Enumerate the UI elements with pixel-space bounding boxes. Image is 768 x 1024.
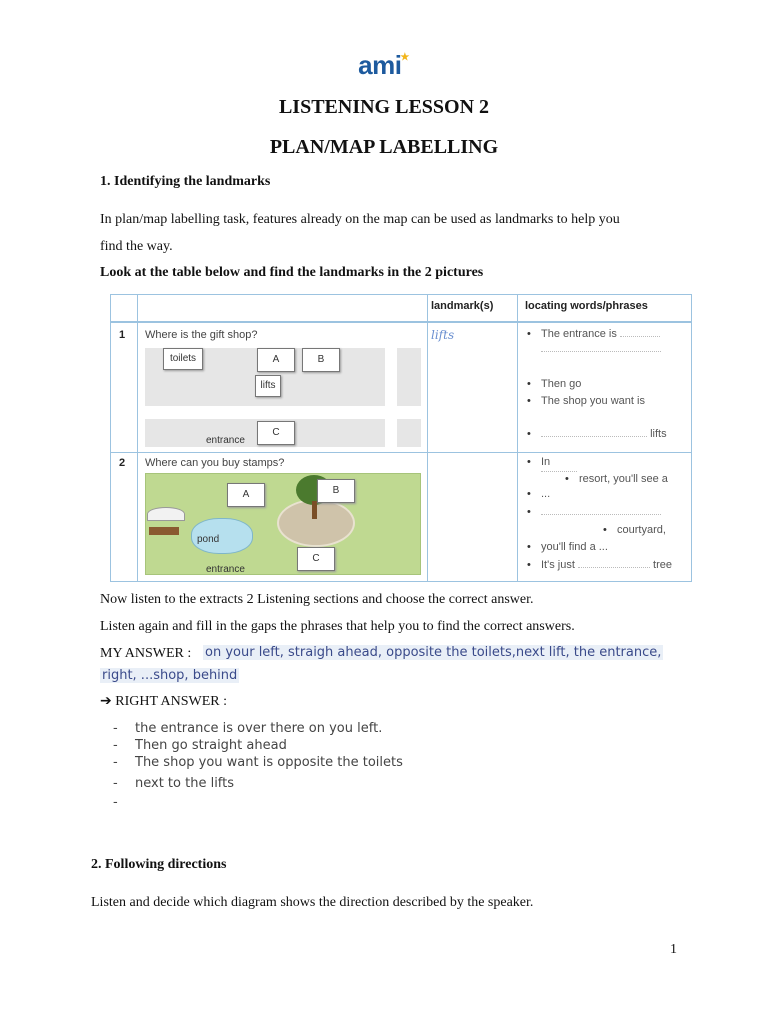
right-answer-row: [100, 688, 227, 715]
section1-instruction: Look at the table below and find the landmarks in the 2 pictures: [100, 265, 484, 280]
phrase-text: courtyard,: [617, 524, 666, 536]
instruction-line1: Now listen to the extracts 2 Listening sections and choose the correct answer.: [100, 592, 534, 607]
row2-number: 2: [119, 457, 126, 469]
phrase-text: It's just: [541, 559, 575, 571]
star-icon: ★: [400, 52, 409, 63]
right-answer-item: -: [113, 738, 118, 753]
row2-phrase-4: [617, 524, 666, 536]
phrase-text: resort, you'll see a: [579, 473, 668, 485]
map2-tree-trunk: [312, 501, 317, 519]
map1-block: [397, 348, 421, 406]
map1-block: [397, 419, 421, 447]
section1-para-line2: find the way.: [100, 239, 173, 254]
page-number: 1: [670, 942, 677, 957]
row1-blank: [541, 351, 661, 352]
phrase-text: tree: [653, 559, 672, 571]
landmark-table: [110, 294, 692, 582]
right-answer-4: next to the lifts: [135, 776, 235, 791]
row1-landmark: lifts: [431, 328, 455, 342]
right-answer-item: -: [113, 795, 118, 810]
phrase-text: ...: [541, 488, 551, 500]
section2-heading: 2. Following directions: [91, 857, 227, 872]
row1-phrase-2: [541, 378, 581, 390]
my-answer-label: MY ANSWER :: [100, 646, 192, 661]
header-landmarks: landmark(s): [431, 300, 494, 312]
row2-phrase-6: [541, 559, 672, 571]
right-answer-item: -: [113, 776, 118, 791]
col-divider: [427, 295, 428, 581]
col-divider: [517, 295, 518, 581]
row2-phrase-1: [541, 456, 550, 468]
row1-question: Where is the gift shop?: [145, 329, 258, 341]
right-answer-3: The shop you want is opposite the toilets: [135, 755, 403, 770]
picnic-table-icon: [149, 527, 179, 535]
page-subtitle: PLAN/MAP LABELLING: [269, 136, 499, 158]
map1-lifts-label: lifts: [255, 375, 281, 397]
map1-box-c: C: [257, 421, 295, 445]
my-answer-line2: right, ...shop, behind: [102, 668, 238, 683]
right-answer-item: -: [113, 755, 118, 770]
row1-phrase-3: [541, 395, 645, 407]
row1-phrase-4: [541, 428, 667, 440]
logo: [0, 50, 768, 81]
map1-box-a: A: [257, 348, 295, 372]
map2-box-a: A: [227, 483, 265, 507]
right-answer-1: the entrance is over there on you left.: [135, 721, 383, 736]
map1-toilets-label: toilets: [163, 348, 203, 370]
row2-blank: [541, 471, 577, 472]
right-answer-label: RIGHT ANSWER :: [115, 694, 227, 709]
header-locating-words: locating words/phrases: [525, 300, 648, 312]
right-answer-2: Then go straight ahead: [135, 738, 287, 753]
section1-para-line1: In plan/map labelling task, features already on the map can be used as landmarks to help you: [100, 212, 620, 227]
row1-phrase-1: [541, 328, 660, 340]
map2-box-b: B: [317, 479, 355, 503]
row2-question: Where can you buy stamps?: [145, 457, 285, 469]
page-title: LISTENING LESSON 2: [278, 96, 490, 118]
map2-entrance-label: entrance: [206, 564, 245, 575]
row1-number: 1: [119, 329, 126, 341]
phrase-text: The shop you want is: [541, 395, 645, 407]
umbrella-icon: [147, 507, 185, 521]
map2-pond-label: pond: [197, 534, 220, 545]
row2-phrase-5: [541, 541, 608, 553]
phrase-text: Then go: [541, 378, 582, 390]
map2-box-c: C: [297, 547, 335, 571]
map1-box-b: B: [302, 348, 340, 372]
arrow-right-icon: ➔: [100, 693, 112, 709]
logo-text: ami: [358, 50, 402, 80]
phrase-text: you'll find a ...: [541, 541, 608, 553]
instruction-line2: Listen again and fill in the gaps the phrases that help you to find the correct answers.: [100, 619, 575, 634]
phrase-text: In: [541, 456, 551, 468]
row-divider: [111, 452, 691, 453]
map1-entrance-label: entrance: [206, 435, 245, 446]
section1-heading: 1. Identifying the landmarks: [100, 174, 271, 189]
col-divider: [137, 295, 138, 581]
right-answer-item: -: [113, 721, 118, 736]
row2-phrase-2: [579, 473, 668, 485]
my-answer-line1: on your left, straigh ahead, opposite the toilets,next lift, the entrance,: [205, 645, 662, 660]
row2-phrase-blank: [541, 506, 661, 518]
row2-phrase-3: [541, 488, 550, 500]
phrase-text: The entrance is: [541, 328, 617, 340]
phrase-text: lifts: [650, 428, 667, 440]
section2-para: Listen and decide which diagram shows the direction described by the speaker.: [91, 895, 534, 910]
